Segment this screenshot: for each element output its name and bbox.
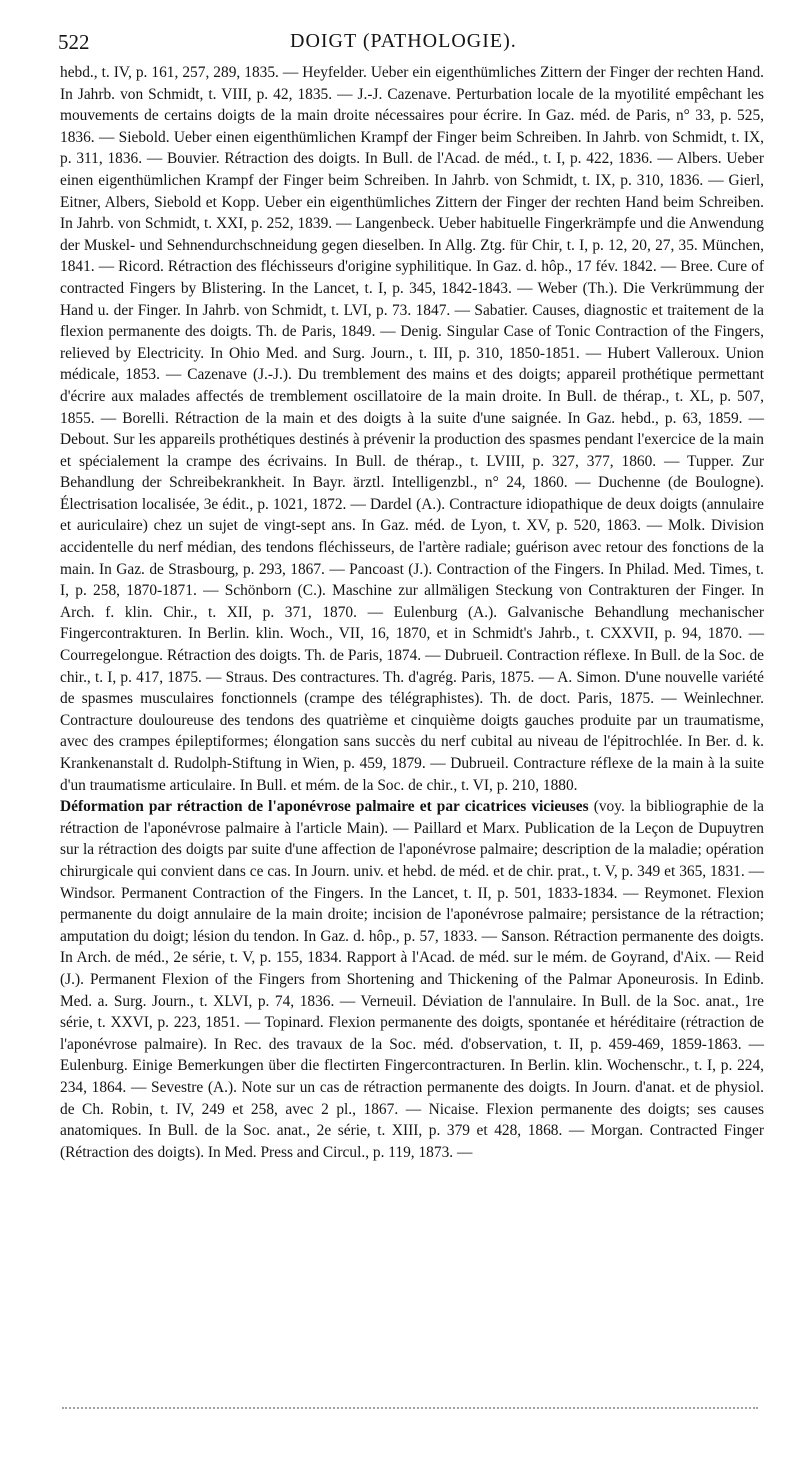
- paragraph-text: (voy. la bibliographie de la rétraction de l'aponévrose palmaire à l'article Main). — Paillard et Marx. Publication de la Leçon de Dupuytren sur la rétraction des doigts par suite d'une affection de l'aponévrose palmaire; description de la maladie; opération chirurgicale qui convient dans ce cas. In Journ. univ. et hebd. de méd. et de chir. prat., t. V, p. 349 et 365, 1831. — Windsor. Permanent Contraction of the Fingers. In the Lancet, t. II, p. 501, 1833-1834. — Reymonet. Flexion permanente du doigt annulaire de la main droite; incision de l'aponévrose palmaire; persistance de la rétraction; amputation du doigt; lésion du tendon. In Gaz. d. hôp., p. 57, 1833. — Sanson. Rétraction permanente des doigts. In Arch. de méd., 2e série, t. V, p. 155, 1834. Rapport à l'Acad. de méd. sur le mém. de Goyrand, d'Aix. — Reid (J.). Permanent Flexion of the Fingers from Shortening and Thickening of the Palmar Aponeurosis. In Edinb. Med. a. Surg. Journ., t. XLVI, p. 74, 1836. — Verneuil. Déviation de l'annulaire. In Bull. de la Soc. anat., 1re série, t. XXVI, p. 223, 1851. — Topinard. Flexion permanente des doigts, spontanée et héréditaire (rétraction de l'aponévrose palmaire). In Rec. des travaux de la Soc. méd. d'observation, t. II, p. 459-469, 1859-1863. — Eulenburg. Einige Bemerkungen über die flectirten Fingercontracturen. In Berlin. klin. Wochenschr., t. I, p. 224, 234, 1864. — Sevestre (A.). Note sur un cas de rétraction permanente des doigts. In Journ. d'anat. et de physiol. de Ch. Robin, t. IV, 249 et 258, avec 2 pl., 1867. — Nicaise. Flexion permanente des doigts; ses causes anatomiques. In Bull. de la Soc. anat., 2e série, t. XIII, p. 379 et 428, 1868. — Morgan. Contracted Finger (Rétraction des doigts). In Med. Press and Circul., p. 119, 1873. —: [60, 798, 764, 1161]
- section-heading: Déformation par rétraction de l'aponévrose palmaire et par cicatrices vicieuses: [60, 798, 589, 816]
- page-number: 522: [58, 30, 90, 54]
- footer-dotted-rule: [62, 1407, 758, 1409]
- page-header: [58, 30, 758, 58]
- bibliography-paragraph: [60, 62, 764, 796]
- paragraph-text: hebd., t. IV, p. 161, 257, 289, 1835. — Heyfelder. Ueber ein eigenthümliches Zittern der Finger der rechten Hand. In Jahrb. von Schmidt, t. VIII, p. 42, 1835. — J.-J. Cazenave. Perturbation locale de la myotilité empêchant les mouvements de certains doigts de la main droite nécessaires pour écrire. In Gaz. méd. de Paris, n° 33, p. 525, 1836. — Siebold. Ueber einen eigenthümlichen Krampf der Finger beim Schreiben. In Jahrb. von Schmidt, t. IX, p. 311, 1836. — Bouvier. Rétraction des doigts. In Bull. de l'Acad. de méd., t. I, p. 422, 1836. — Albers. Ueber einen eigenthümlichen Krampf der Finger beim Schreiben. In Jahrb. von Schmidt, t. IX, p. 310, 1836. — Gierl, Eitner, Albers, Siebold et Kopp. Ueber ein eigenthümliches Zittern der Finger der rechten Hand beim Schreiben. In Jahrb. von Schmidt, t. XXI, p. 252, 1839. — Langenbeck. Ueber habituelle Fingerkrämpfe und die Anwendung der Muskel- und Sehnendurchschneidung gegen dieselben. In Allg. Ztg. für Chir, t. I, p. 12, 20, 27, 35. München, 1841. — Ricord. Rétraction des fléchisseurs d'origine syphilitique. In Gaz. d. hôp., 17 fév. 1842. — Bree. Cure of contracted Fingers by Blistering. In the Lancet, t. I, p. 345, 1842-1843. — Weber (Th.). Die Verkrümmung der Hand u. der Finger. In Jahrb. von Schmidt, t. LVI, p. 73. 1847. — Sabatier. Causes, diagnostic et traitement de la flexion permanente des doigts. Th. de Paris, 1849. — Denig. Singular Case of Tonic Contraction of the Fingers, relieved by Electricity. In Ohio Med. and Surg. Journ., t. III, p. 310, 1850-1851. — Hubert Valleroux. Union médicale, 1853. — Cazenave (J.-J.). Du tremblement des mains et des doigts; appareil prothétique permettant d'écrire aux malades affectés de tremblement oscillatoire de la main droite. In Bull. de thérap., t. XL, p. 507, 1855. — Borelli. Rétraction de la main et des doigts à la suite d'une saignée. In Gaz. hebd., p. 63, 1859. — Debout. Sur les appareils prothétiques destinés à prévenir la production des spasmes pendant l'exercice de la main et spécialement la crampe des écrivains. In Bull. de thérap., t. LVIII, p. 327, 377, 1860. — Tupper. Zur Behandlung der Schreibekrankheit. In Bayr. ärztl. Intelligenzbl., n° 24, 1860. — Duchenne (de Boulogne). Électrisation localisée, 3e édit., p. 1021, 1872. — Dardel (A.). Contracture idiopathique de deux doigts (annulaire et auriculaire) chez un sujet de vingt-sept ans. In Gaz. méd. de Lyon, t. XV, p. 520, 1863. — Molk. Division accidentelle du nerf médian, des tendons fléchisseurs, de l'artère radiale; guérison avec retour des fonctions de la main. In Gaz. de Strasbourg, p. 293, 1867. — Pancoast (J.). Contraction of the Fingers. In Philad. Med. Times, t. I, p. 258, 1870-1871. — Schönborn (C.). Maschine zur allmäligen Steckung von Contrakturen der Finger. In Arch. f. klin. Chir., t. XII, p. 371, 1870. — Eulenburg (A.). Galvanische Behandlung mechanischer Fingercontrakturen. In Berlin. klin. Woch., VII, 16, 1870, et in Schmidt's Jahrb., t. CXXVII, p. 94, 1870. — Courregelongue. Rétraction des doigts. Th. de Paris, 1874. — Dubrueil. Contraction réflexe. In Bull. de la Soc. de chir., t. I, p. 417, 1875. — Straus. Des contractures. Th. d'agrég. Paris, 1875. — A. Simon. D'une nouvelle variété de spasmes musculaires fonctionnels (crampe des télégraphistes). Th. de doct. Paris, 1875. — Weinlechner. Contracture douloureuse des tendons des quatrième et cinquième doigts gauches produite par un traumatisme, avec des crampes épileptiformes; élongation sans succès du nerf cubital au niveau de l'épitrochlée. In Ber. d. k. Krankenanstalt d. Rudolph-Stiftung in Wien, p. 459, 1879. — Dubrueil. Contracture réflexe de la main à la suite d'un traumatisme articulaire. In Bull. et mém. de la Soc. de chir., t. VI, p. 210, 1880.: [60, 64, 764, 794]
- bibliography-text: [60, 62, 764, 1163]
- running-head: DOIGT (PATHOLOGIE).: [290, 30, 517, 52]
- bibliography-paragraph: [60, 796, 764, 1163]
